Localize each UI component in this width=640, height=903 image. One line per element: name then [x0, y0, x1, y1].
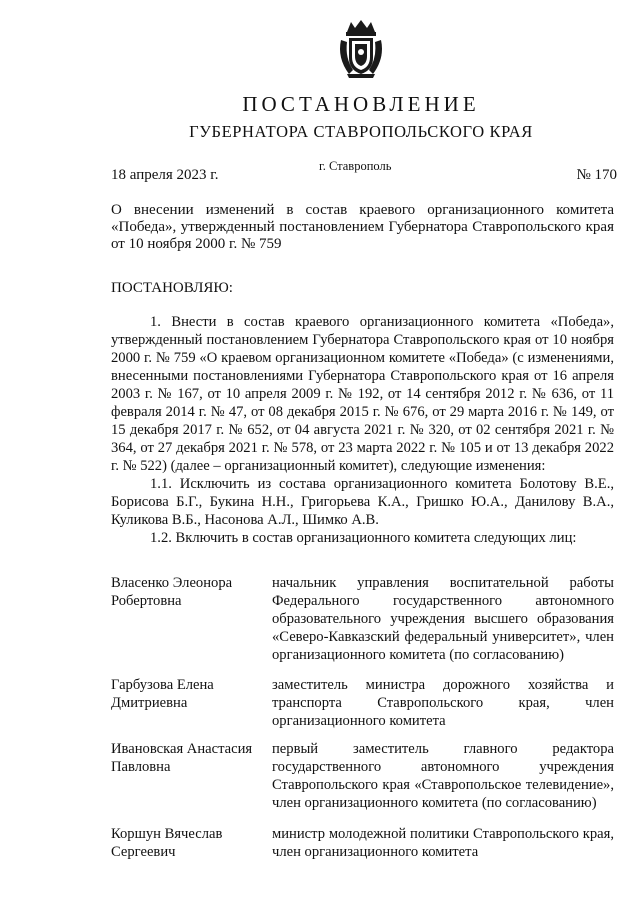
decree-word: ПОСТАНОВЛЯЮ: — [111, 280, 233, 296]
member-surname-name: Ивановская Анастасия — [111, 741, 253, 757]
document-subject: О внесении изменений в состав краевого организационного комитета «Победа», утвержденный постановлением Губернатора Ставропольского края от 10 ноября 2000 г. № 759 — [111, 202, 614, 252]
member-name — [111, 825, 271, 861]
coat-of-arms-icon — [335, 18, 387, 80]
paragraph-1-2: 1.2. Включить в состав организационного комитета следующих лиц: — [150, 530, 577, 546]
member-surname-name: Коршун Вячеслав — [111, 826, 223, 842]
paragraph-1: 1. Внести в состав краевого организационного комитета «Победа», утвержденный постановлением Губернатора Ставропольского края от 10 ноября 2000 г. № 759 «О краевом организационном комитете «Победа» (с изменениями, внесенными постановлениями Губернатора Ставропольского края от 16 апреля 2003 г. № 167, от 10 апреля 2009 г. № 192, от 14 сентября 2012 г. № 636, от 11 февраля 2014 г. № 47, от 08 декабря 2015 г. № 676, от 29 марта 2016 г. № 149, от 15 декабря 2017 г. № 652, от 04 августа 2021 г. № 320, от 02 сентября 2021 г. № 364, от 27 декабря 2021 г. № 578, от 23 марта 2022 г. № 105 и от 13 декабря 2022 г. № 522) (далее – организационный комитет), следующие изменения: — [111, 314, 614, 474]
member-surname-name: Гарбузова Елена — [111, 677, 214, 693]
document-date: 18 апреля 2023 г. — [111, 167, 219, 183]
document-subtitle: ГУБЕРНАТОРА СТАВРОПОЛЬСКОГО КРАЯ — [189, 122, 533, 141]
member-role: первый заместитель главного редактора государственного автономного учреждения Ставропольского края «Ставропольское телевидение», член организационного комитета (по согласованию) — [272, 741, 614, 811]
document-title: ПОСТАНОВЛЕНИЕ — [242, 92, 480, 116]
member-role: начальник управления воспитательной работы Федерального государственного автономного образовательного учреждения высшего образования «Северо-Кавказский федеральный университет», член организационного комитета (по согласованию) — [272, 575, 614, 663]
member-surname-name: Власенко Элеонора — [111, 575, 233, 591]
member-name — [111, 676, 271, 712]
member-patronymic: Сергеевич — [111, 844, 176, 860]
member-patronymic: Дмитриевна — [111, 695, 188, 711]
document-city: г. Ставрополь — [319, 159, 392, 173]
member-role: заместитель министра дорожного хозяйства и транспорта Ставропольского края, член организационного комитета — [272, 677, 614, 729]
document-number: № 170 — [576, 167, 617, 183]
member-name — [111, 740, 271, 776]
member-patronymic: Робертовна — [111, 593, 182, 609]
paragraph-1-1: 1.1. Исключить из состава организационного комитета Болотову В.Е., Борисова Б.Г., Букина Н.Н., Григорьева К.А., Гришко Ю.А., Данилову В.А., Куликова В.Б., Насонова А.Л., Шимко А.В. — [111, 476, 614, 528]
member-patronymic: Павловна — [111, 759, 171, 775]
document-body — [111, 313, 614, 547]
member-name — [111, 574, 271, 610]
member-role: министр молодежной политики Ставропольского края, член организационного комитета — [272, 826, 614, 860]
